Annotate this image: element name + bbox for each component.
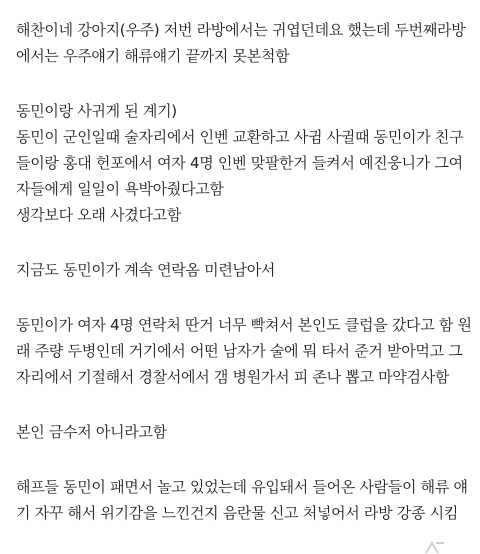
text-line: 들이랑 홍대 헌포에서 여자 4명 인벤 맞팔한거 들켜서 예진웅니가 그여 xyxy=(16,154,463,172)
logo-stroke xyxy=(426,543,438,553)
paragraph xyxy=(16,474,472,526)
text-line: 본인 금수저 아니라고함 xyxy=(16,423,167,441)
text-line: 동민이가 여자 4명 연락처 딴거 너무 빡쳐서 본인도 클럽을 갔다고 함 원 xyxy=(16,316,472,334)
paragraph xyxy=(16,98,472,228)
paragraph-gap xyxy=(16,283,472,312)
text-line: 래 주량 두병인데 거기에서 어떤 남자가 술에 뭐 타서 준거 받아먹고 그 xyxy=(16,342,463,360)
logo-fragment-icon xyxy=(424,540,446,554)
text-line: 동민이 군인일때 술자리에서 인벤 교환하고 사귐 사귈때 동민이가 친구 xyxy=(16,128,464,146)
text-line: 에서는 우주얘기 해류얘기 끝까지 못본척함 xyxy=(16,47,290,65)
text-line: 자들에게 일일이 욕박아줬다고함 xyxy=(16,180,224,198)
text-line: 해찬이네 강아지(우주) 저번 라방에서는 귀엽던데요 했는데 두번째라방 xyxy=(16,21,466,39)
paragraph xyxy=(16,257,472,283)
paragraph-gap xyxy=(16,390,472,419)
paragraph-gap xyxy=(16,445,472,474)
paragraph-gap xyxy=(16,228,472,257)
text-line: 기 자꾸 해서 위기감을 느낀건지 음란물 신고 처넣어서 라방 강종 시킴 xyxy=(16,504,459,522)
text-line: 자리에서 기절해서 경찰서에서 갬 병원가서 피 존나 뽑고 마약검사함 xyxy=(16,368,450,386)
paragraph xyxy=(16,419,472,445)
post-body xyxy=(16,17,472,526)
paragraph-gap xyxy=(16,69,472,98)
paragraph xyxy=(16,312,472,390)
paragraph xyxy=(16,17,472,69)
text-line: 해프들 동민이 패면서 놀고 있었는데 유입돼서 들어온 사람들이 해류 얘 xyxy=(16,478,468,496)
text-line: 동민이랑 사귀게 된 계기) xyxy=(16,102,177,120)
text-line: 생각보다 오래 사겼다고함 xyxy=(16,206,182,224)
text-line: 지금도 동민이가 계속 연락옴 미련남아서 xyxy=(16,261,276,279)
